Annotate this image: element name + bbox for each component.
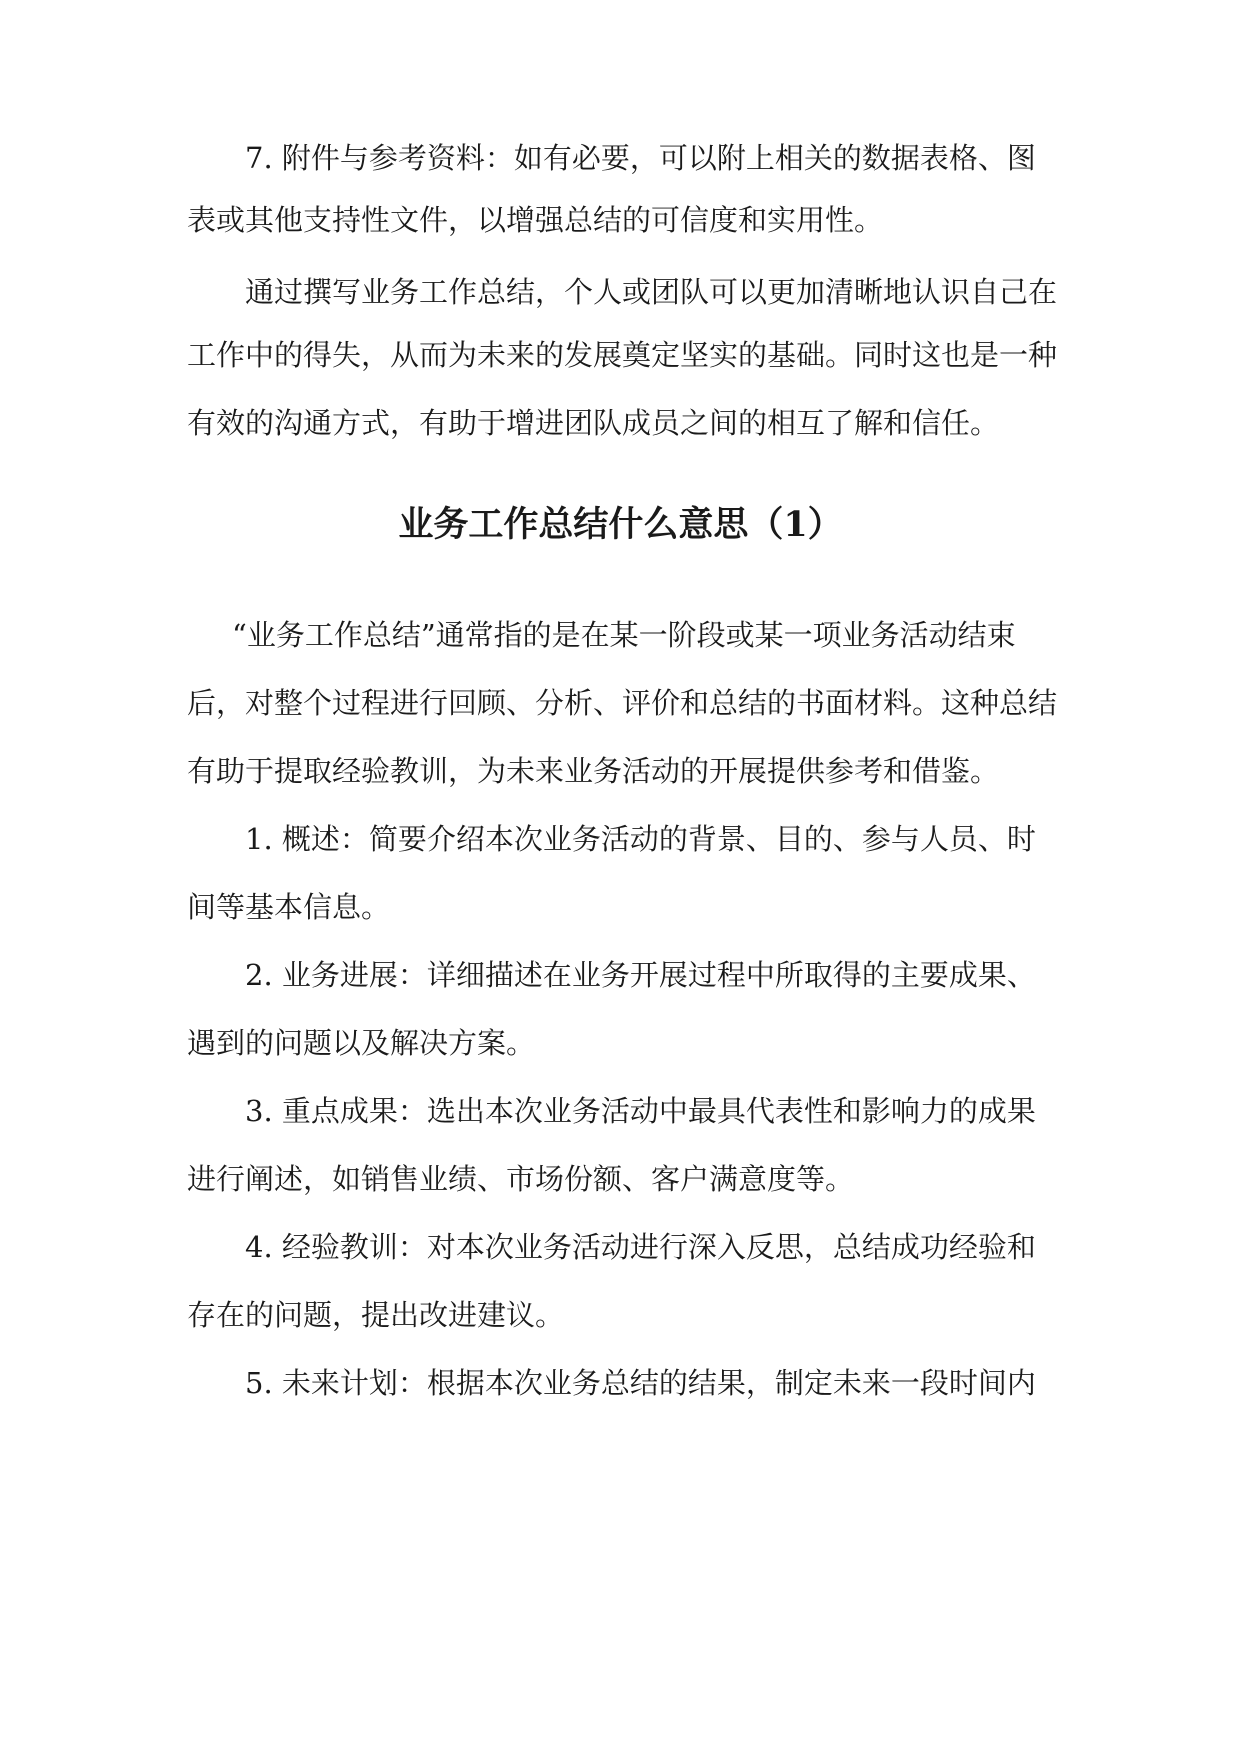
paragraph-intro-line-3: 有助于提取经验教训，为未来业务活动的开展提供参考和借鉴。: [187, 754, 1000, 788]
paragraph-closing-line-3: 有效的沟通方式，有助于增进团队成员之间的相互了解和信任。: [187, 406, 1000, 440]
paragraph-intro-line-2: 后，对整个过程进行回顾、分析、评价和总结的书面材料。这种总结: [187, 686, 1058, 720]
list-item-4-line-1: 4. 经验教训：对本次业务活动进行深入反思，总结成功经验和: [245, 1230, 1036, 1264]
paragraph-item-7-line-1: 7. 附件与参考资料：如有必要，可以附上相关的数据表格、图: [245, 141, 1036, 175]
section-heading: 业务工作总结什么意思（1）: [398, 504, 843, 545]
paragraph-item-7-line-2: 表或其他支持性文件，以增强总结的可信度和实用性。: [187, 203, 884, 237]
list-item-1-line-2: 间等基本信息。: [187, 890, 391, 924]
paragraph-closing-line-2: 工作中的得失，从而为未来的发展奠定坚实的基础。同时这也是一种: [187, 338, 1058, 372]
list-item-5-line-1: 5. 未来计划：根据本次业务总结的结果，制定未来一段时间内: [245, 1366, 1036, 1400]
list-item-2-line-1: 2. 业务进展：详细描述在业务开展过程中所取得的主要成果、: [245, 958, 1036, 992]
list-item-2-line-2: 遇到的问题以及解决方案。: [187, 1026, 536, 1060]
list-item-3-line-2: 进行阐述，如销售业绩、市场份额、客户满意度等。: [187, 1162, 855, 1196]
list-item-3-line-1: 3. 重点成果：选出本次业务活动中最具代表性和影响力的成果: [245, 1094, 1036, 1128]
list-item-4-line-2: 存在的问题，提出改进建议。: [187, 1298, 565, 1332]
list-item-1-line-1: 1. 概述：简要介绍本次业务活动的背景、目的、参与人员、时: [245, 822, 1036, 856]
paragraph-intro-line-1: “业务工作总结”通常指的是在某一阶段或某一项业务活动结束: [232, 618, 1016, 652]
paragraph-closing-line-1: 通过撰写业务工作总结，个人或团队可以更加清晰地认识自己在: [245, 275, 1058, 309]
